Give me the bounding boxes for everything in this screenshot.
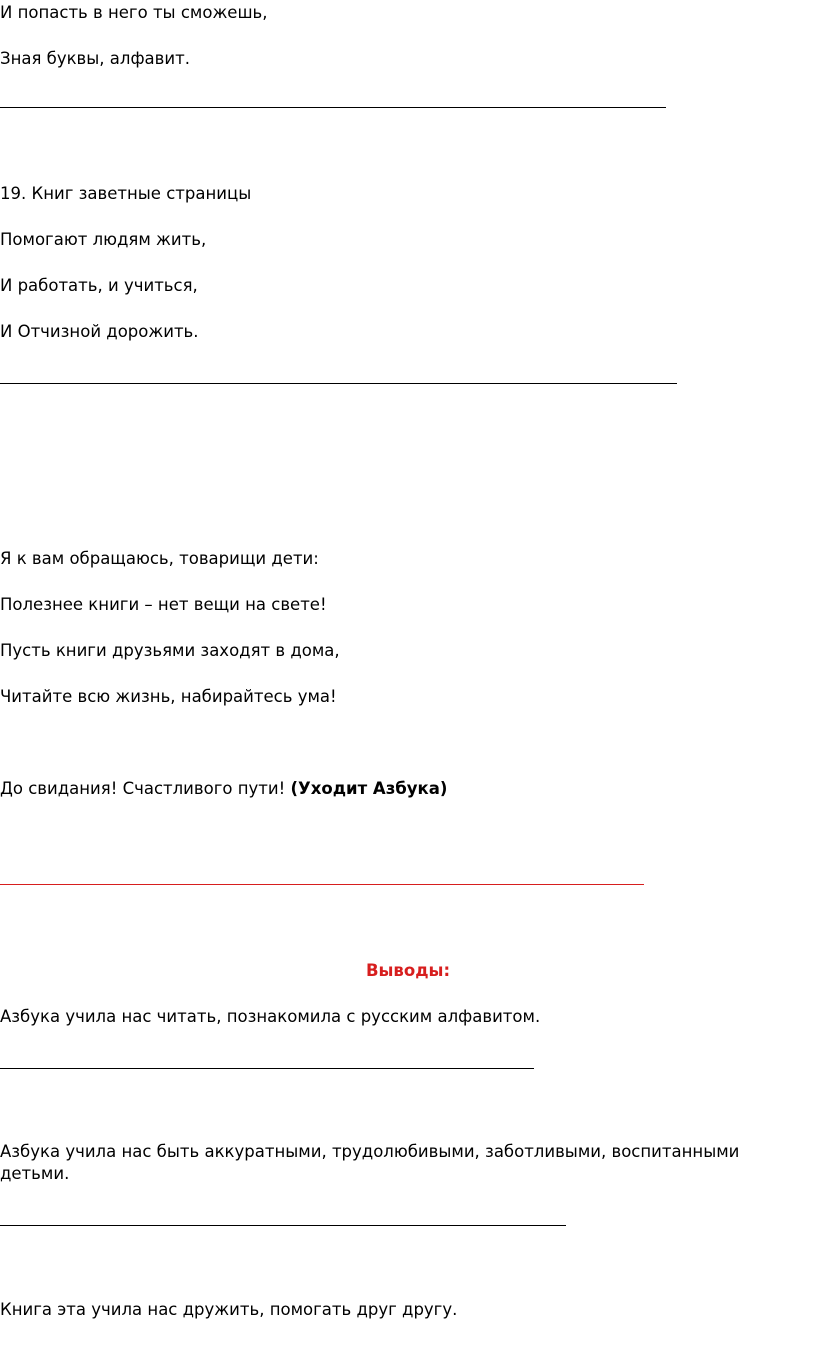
address-line-2: Полезнее книги – нет вещи на свете! — [0, 595, 327, 614]
answer-line — [0, 383, 677, 384]
farewell-text: До свидания! Счастливого пути! — [0, 779, 291, 798]
poem-b-line-2: Помогают людям жить, — [0, 230, 207, 249]
poem-b-line-4: И Отчизной дорожить. — [0, 322, 199, 341]
address-line-4: Читайте всю жизнь, набирайтесь ума! — [0, 687, 337, 706]
conclusions-heading: Выводы: — [365, 961, 451, 980]
stage-direction: (Уходит Азбука) — [290, 779, 448, 798]
poem-a-line-2: Зная буквы, алфавит. — [0, 49, 190, 68]
poem-b-line-3: И работать, и учиться, — [0, 276, 198, 295]
poem-b-line-1: 19. Книг заветные страницы — [0, 184, 252, 203]
poem-a-line-1: И попасть в него ты сможешь, — [0, 3, 268, 22]
conclusion-item-2: Азбука учила нас быть аккуратными, трудолюбивыми, заботливыми, воспитанными детьми. — [0, 1142, 740, 1183]
farewell-line — [0, 778, 447, 800]
address-line-1: Я к вам обращаюсь, товарищи дети: — [0, 549, 319, 568]
section-divider — [0, 884, 644, 885]
address-line-3: Пусть книги друзьями заходят в дома, — [0, 641, 340, 660]
conclusion-item-3: Книга эта учила нас дружить, помогать друг другу. — [0, 1300, 458, 1319]
answer-line — [0, 1225, 566, 1226]
answer-line — [0, 107, 666, 108]
answer-line — [0, 1068, 534, 1069]
conclusion-item-1: Азбука учила нас читать, познакомила с русским алфавитом. — [0, 1007, 541, 1026]
